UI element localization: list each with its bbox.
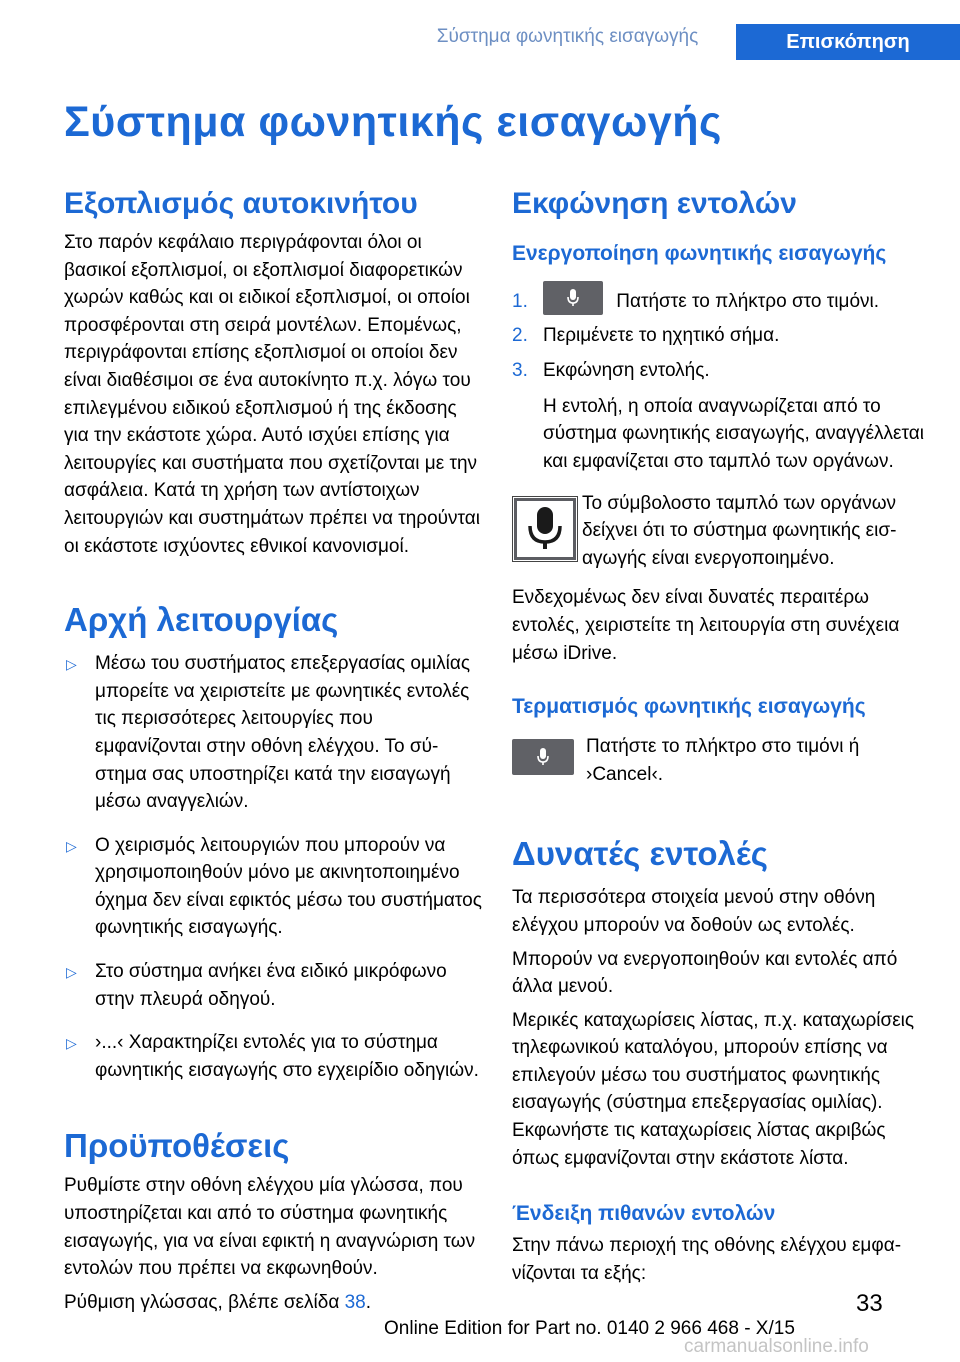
heading-activate-voice: Ενεργοποίηση φωνητικής εισαγωγής <box>512 242 887 265</box>
prerequisites-text: Ρυθμίστε στην οθόνη ελέγχου μία γλώσσα, που υποστηρίζεται και από το σύστημα φωνητικής εισαγωγής, για να είναι εφικτή η αναγνώριση των εντολών που πρέπει να εκφωνηθούν. <box>64 1175 476 1280</box>
heading-principle: Αρχή λειτουργίας <box>64 601 339 639</box>
microphone-button-icon <box>512 739 574 775</box>
heading-terminate-voice: Τερματισμός φωνητικής εισαγωγής <box>512 695 866 719</box>
possible-text-3: Μερικές καταχωρίσεις λίστας, π.χ. καταχωρίσεις τηλεφωνικού καταλόγου, μπορούν επίσης να επιλεγούν μέσω του συστήματος φωνητικής εισαγωγής (σύστημα επεξεργασίας ομιλίας). Εκφωνήστε τις καταχωρίσεις λίστας ακριβώς όπως εμφανίζονται στην εκάστοτε λίστα. <box>512 1009 915 1169</box>
terminate-text: Πατήστε το πλήκτρο στο τιμόνι ή ›Cancel‹. <box>586 736 860 785</box>
heading-prerequisites: Προϋποθέσεις <box>64 1127 290 1165</box>
step3-detail: Η εντολή, η οποία αναγνωρίζεται από το σύστημα φωνητικής εισαγωγής, αναγγέλλεται και εμφανίζεται στο ταμπλό των οργάνων. <box>543 395 924 472</box>
possible-text-2: Μπορούν να ενεργοποιηθούν και εντολές από άλλα μενού. <box>512 948 898 998</box>
list-item: ▷ Μέσω του συστήματος επεξεργασίας ομιλίας μπορείτε να χειριστείτε με φωνητικές εντολές τις περισσότερες λειτουργίες που εμφανίζονται στην οθόνη ελέγχου. Το σύστημα σας υποστηρίζει κατά την εισαγωγή μέσω αναγγελιών. <box>66 653 470 813</box>
left-column <box>64 186 482 1316</box>
footer-edition: Online Edition for Part no. 0140 2 966 468 - X/15 <box>384 1318 795 1339</box>
symbol-note-block <box>512 490 928 573</box>
right-column <box>512 186 928 1287</box>
step-item: 1. Πατήστε το πλήκτρο στο τιμόνι. <box>512 288 928 316</box>
language-setting-reference: Ρύθμιση γλώσσας, βλέπε σελίδα 38. <box>64 1291 372 1313</box>
heading-display-commands: Ένδειξη πιθανών εντολών <box>512 1202 776 1226</box>
microphone-button-icon <box>543 281 603 315</box>
principle-list <box>64 650 482 1084</box>
header-section-title: Σύστημα φωνητικής εισαγωγής <box>436 26 699 47</box>
possible-text-1: Τα περισσότερα στοιχεία μενού στην οθόνη ελέγχου μπορούν να δοθούν ως εντολές. <box>512 887 876 936</box>
heading-speak-commands: Εκφώνηση εντολών <box>512 187 797 220</box>
watermark: carmanualsonline.info <box>684 1336 869 1357</box>
step-item: 3. Εκφώνηση εντολής. <box>512 360 710 382</box>
page-link-38[interactable]: 38 <box>344 1291 366 1313</box>
list-item: ▷ ›...‹ Χαρακτηρίζει εντολές για το σύστημα φωνητικής εισαγωγής στο εγχειρίδιο οδηγιών. <box>66 1032 479 1081</box>
page-title: Σύστημα φωνητικής εισαγωγής <box>64 98 722 146</box>
header-tab-overview[interactable]: Επισκόπηση <box>736 24 960 60</box>
triangle-bullet-icon: ▷ <box>66 656 77 673</box>
triangle-bullet-icon: ▷ <box>66 964 77 981</box>
triangle-bullet-icon: ▷ <box>66 1035 77 1052</box>
vehicle-equipment-text: Στο παρόν κεφάλαιο περιγράφονται όλοι οι βασικοί εξοπλισμοί, οι εξοπλισμοί διαφορετικών χωρών καθώς και οι ειδικοί εξοπλισμοί, οι οποίοι προσφέρονται στη σειρά μοντέλων. Επομένως, περιγράφονται επίσης εξοπλισμοί οι οποίοι δεν είναι διαθέσιμοι σε ένα αυτοκίνητο π.χ. λόγω του επιλεγμένου ειδικού εξοπλισμού ή της έκδοσης για την εκάστοτε χώρα. Αυτό ισχύει επίσης για λειτουργίες και συστήματα που σχετίζονται με την ασφάλεια. Κατά τη χρήση των αντίστοιχων λειτουργιών και συστημάτων πρέπει να τηρούνται οι εκάστοτε ισχύοντες εθνικοί κανονισμοί. <box>64 232 480 557</box>
heading-possible-commands: Δυνατές εντολές <box>512 835 768 873</box>
list-item: ▷ Ο χειρισμός λειτουργιών που μπορούν να χρησιμοποιηθούν μόνο με ακινητοποιημένο όχημα δεν είναι εφικτός μέσω του συστήματος φωνητικής εισαγωγής. <box>66 834 482 939</box>
list-item: ▷ Στο σύστημα ανήκει ένα ειδικό μικρόφωνο στην πλευρά οδηγού. <box>66 961 447 1010</box>
step-item: 2. Περιμένετε το ηχητικό σήμα. <box>512 324 780 346</box>
symbol-note-text: Το σύμβολοστο ταμπλό των οργάνων δείχνει ότι το σύστημα φωνητικής εισαγωγής είναι ενεργοποιημένο. <box>582 492 897 569</box>
triangle-bullet-icon: ▷ <box>66 837 77 854</box>
terminate-block <box>512 733 928 788</box>
microphone-symbol-icon <box>512 496 578 562</box>
possibly-text: Ενδεχομένως δεν είναι δυνατές περαιτέρω εντολές, χειριστείτε τη λειτουργία στη συνέχεια μέσω iDrive. <box>512 587 900 664</box>
page-number: 33 <box>856 1290 883 1317</box>
heading-vehicle-equipment: Εξοπλισμός αυτοκινήτου <box>64 187 418 220</box>
activation-steps <box>512 288 928 385</box>
display-commands-text: Στην πάνω περιοχή της οθόνης ελέγχου εμφανίζονται τα εξής: <box>512 1235 902 1284</box>
